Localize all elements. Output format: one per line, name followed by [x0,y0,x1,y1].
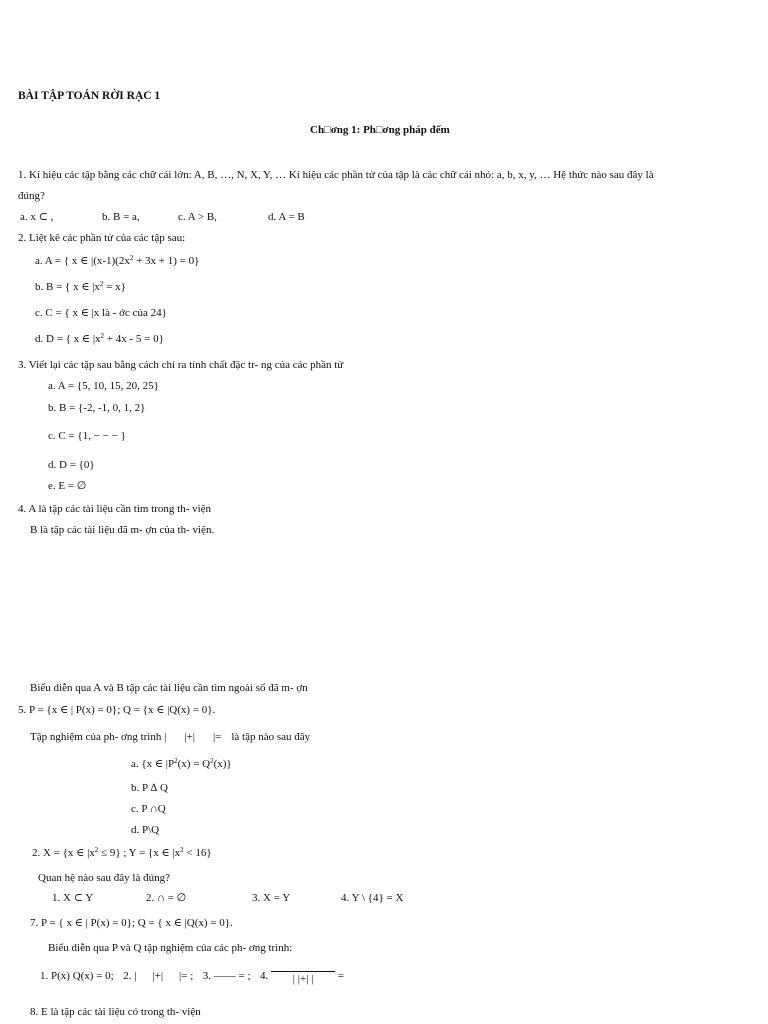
q3-title: 3. Viết lại các tập sau bằng cách chỉ ra tính chất đặc tr- ng của các phần tử [18,359,344,371]
chapter-heading: Ch□ơng 1: Ph□ơng pháp đếm [310,124,450,136]
document-title: BÀI TẬP TOÁN RỜI RẠC 1 [18,90,161,102]
q5-subline: Tập nghiệm của ph- ơng trình | |+| |= là tập nào sau đây [30,731,311,743]
q1-option-a: a. x ⊂ , [20,211,54,223]
q2-title: 2. Liệt kê các phần tử của các tập sau: [18,232,186,244]
q3-item-a: a. A = {5, 10, 15, 20, 25} [48,380,159,392]
q4-line1: 4. A là tập các tài liệu cần tìm trong th- viện [18,503,212,515]
q6-option-3: 3. X = Y [252,892,291,904]
q2-item-a: a. A = { x ∈ $|(x-1)(2x^2 + 3x + 1) = 0$} [35,254,200,267]
q3-item-c: c. C = {1, − − − } [48,430,126,442]
q6-option-2: 2. ∩ = ∅ [146,892,187,904]
q1-option-c: c. A > B, [178,211,217,223]
q5-option-d: d. P\Q [131,824,160,836]
q5-option-b: b. P ∆ Q [131,782,168,794]
q3-item-d: d. D = {0} [48,459,95,471]
q1-option-d: d. A = B [268,211,305,223]
q5-option-a: a. {x ∈ $|P^2(x) = Q^2(x)$} [131,757,232,770]
q6-question: Quan hệ nào sau đây là đúng? [38,872,170,884]
q7-line: 7. P = { x ∈ | P(x) = 0}; Q = { x ∈ |Q(x) = 0}. [30,917,233,929]
q2-item-b: b. B = { x ∈ $|x^2 = x$} [35,280,126,293]
q1-line2: đúng? [18,190,45,202]
q6-option-4: 4. Y \ {4} = X [341,892,404,904]
q7-fraction: | |+| | [271,971,335,986]
q2-item-c: c. C = { x ∈ |x là - ớc của 24} [35,307,167,319]
q7-subline: Biểu diễn qua P và Q tập nghiệm của các ph- ơng trình: [48,942,293,954]
q1-option-b: b. B = a, [102,211,140,223]
q2-item-d: d. D = { x ∈ $|x^2 + 4x - 5 = 0$} [35,332,164,345]
q6-line: 2. X = {x ∈ $|x^2 \le 9$} ; Y = {x ∈ $|x^2 < 16$} [32,846,212,859]
q7-equations: 1. P(x) Q(x) = 0; 2. | |+| |= ; 3. —— = ; 4. | |+| | = [40,970,344,985]
q3-item-b: b. B = {-2, -1, 0, 1, 2} [48,402,146,414]
q4-line2: B là tập các tài liệu đã m- ợn của th- viện. [30,524,215,536]
q5-line: 5. P = {x ∈ | P(x) = 0}; Q = {x ∈ |Q(x) = 0}. [18,704,216,716]
q4-line3: Biểu diễn qua A và B tập các tài liệu cần tìm ngoài số đã m- ợn [30,682,308,694]
q1-line1: 1. Kí hiệu các tập bằng các chữ cái lớn: A, B, …, N, X, Y, … Kí hiệu các phần tử của tập là các chữ cái nhỏ: a, b, x, y, … Hệ thức nào sau đây là [18,169,654,181]
q8-line: 8. E là tập các tài liệu có trong th- viện [30,1006,201,1018]
fraction-bar [271,971,335,972]
q3-item-e: e. E = ∅ [48,480,87,492]
q5-option-c: c. P ∩Q [131,803,166,815]
q6-option-1: 1. X ⊂ Y [52,892,94,904]
